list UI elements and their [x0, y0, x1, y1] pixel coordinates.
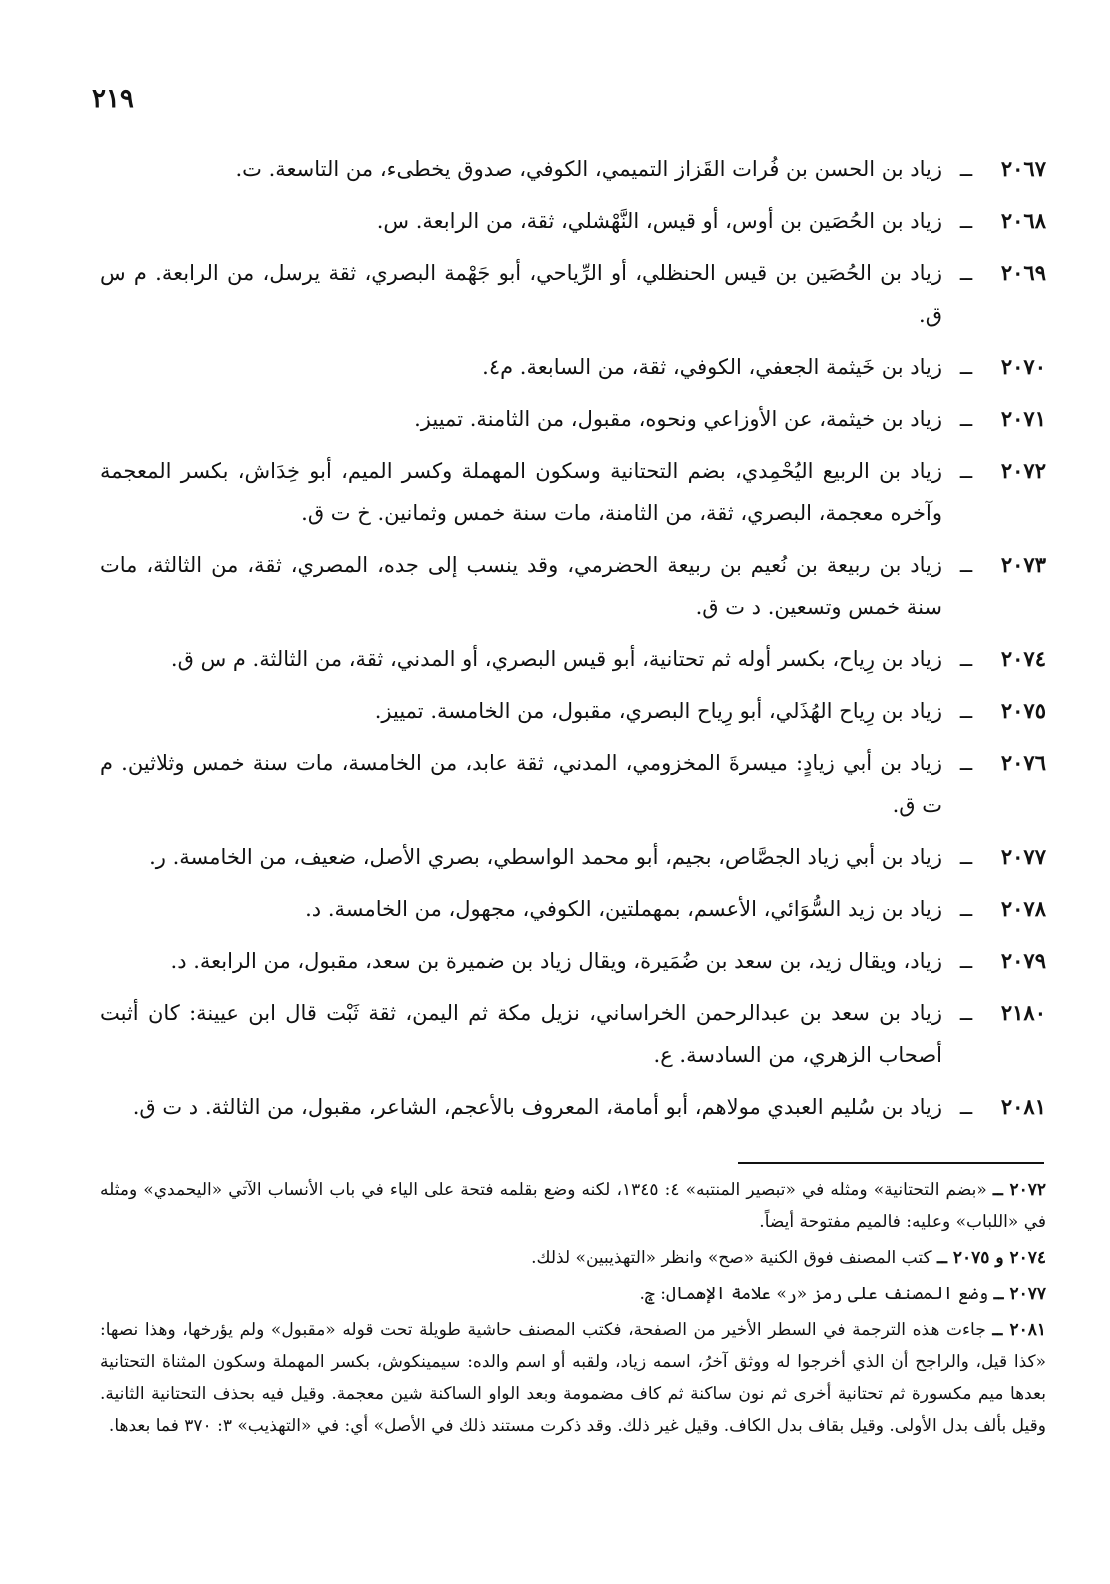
entry-text: زياد بن أبي زيادٍ: ميسرةَ المخزومي، المدني، ثقة عابد، من الخامسة، مات سنة خمس وثلاثين. م ت ق.	[100, 751, 942, 817]
page-number: ٢١٩	[92, 84, 134, 114]
entry	[100, 148, 1046, 190]
entry-number: ٢٠٧٢	[1000, 458, 1046, 483]
footnote	[100, 1278, 1046, 1310]
entry-number: ٢٠٦٩	[1000, 260, 1046, 285]
footnote-label: ٢٠٧٧ ــ	[993, 1284, 1046, 1304]
entry-number: ٢٠٧٣	[1000, 552, 1046, 577]
entry-dash: ــ	[959, 459, 973, 483]
entry-text: زياد بن الحُصَين بن أوس، أو قيس، النَّهْشلي، ثقة، من الرابعة. س.	[376, 209, 942, 233]
entry-dash: ــ	[959, 845, 973, 869]
entry	[100, 742, 1046, 826]
entry-dash: ــ	[959, 553, 973, 577]
entry-number: ٢٠٧٧	[1000, 844, 1046, 869]
entry-number: ٢٠٦٨	[1000, 208, 1046, 233]
entry	[100, 690, 1046, 732]
entry-text: زياد بن سعد بن عبدالرحمن الخراساني، نزيل مكة ثم اليمن، ثقة ثَبْت قال ابن عيينة: كان أثبت أصحاب الزهري، من السادسة. ع.	[100, 1001, 942, 1067]
entry-number: ٢٠٧٦	[1000, 750, 1046, 775]
entry-text: زياد بن الحسن بن فُرات القَزاز التميمي، الكوفي، صدوق يخطىء، من التاسعة. ت.	[235, 157, 942, 181]
entry-dash: ــ	[959, 699, 973, 723]
entry-number: ٢٠٧٠	[1000, 354, 1046, 379]
entry-dash: ــ	[959, 209, 973, 233]
entry-dash: ــ	[959, 355, 973, 379]
entry-text: زياد بن سُليم العبدي مولاهم، أبو أمامة، المعروف بالأعجم، الشاعر، مقبول، من الثالثة. د ت ق.	[132, 1095, 942, 1119]
entry-number: ٢٠٧١	[1000, 406, 1046, 431]
entry-number: ٢١٨٠	[1000, 1000, 1046, 1025]
footnote-text: جاءت هذه الترجمة في السطر الأخير من الصفحة، فكتب المصنف حاشية طويلة تحت قوله «مقبول» ولم يؤرخها، وهذا نصها: «كذا قيل، والراجح أن الذي أخرجوا له ووثق آخرُ، اسمه زياد، ولقبه أو اسم والده: سيمينكوش، بكسر المهملة وسكون المثناة التحتانية بعدها ميم مكسورة ثم تحتانية أخرى ثم نون ساكنة ثم كاف مضمومة وبعد الواو الساكنة شين معجمة. وقيل فيه بحذف التحتانية الثانية. وقيل بألف بدل الأولى. وقيل بقاف بدل الكاف. وقيل غير ذلك. وقد ذكرت مستند ذلك في الأصل» أي: في «التهذيب» ٣: ٣٧٠ فما بعدها.	[100, 1320, 1046, 1436]
entry-text: زياد بن ربيعة بن نُعيم بن ربيعة الحضرمي، وقد ينسب إلى جده، المصري، ثقة، من الثالثة، مات سنة خمس وتسعين. د ت ق.	[100, 553, 942, 619]
entry-text: زياد بن أبي زياد الجصَّاص، بجيم، أبو محمد الواسطي، بصري الأصل، ضعيف، من الخامسة. ر.	[149, 845, 942, 869]
entry-number: ٢٠٦٧	[1000, 156, 1046, 181]
entry	[100, 888, 1046, 930]
entry	[100, 1086, 1046, 1128]
entry	[100, 252, 1046, 336]
entry-text: زياد بن رِياح الهُذَلي، أبو رِياح البصري، مقبول، من الخامسة. تمييز.	[374, 699, 942, 723]
entry-number: ٢٠٧٩	[1000, 948, 1046, 973]
entry	[100, 544, 1046, 628]
entry-number: ٢٠٧٤	[1000, 646, 1046, 671]
entry-dash: ــ	[959, 1095, 973, 1119]
footnote	[100, 1242, 1046, 1274]
entry-dash: ــ	[959, 1001, 973, 1025]
entry-dash: ــ	[959, 949, 973, 973]
footnote-text: «بضم التحتانية» ومثله في «تبصير المنتبه» ٤: ١٣٤٥، لكنه وضع بقلمه فتحة على الياء في باب الأنساب الآتي «اليحمدي» ومثله في «اللباب» وعليه: فالميم مفتوحة أيضاً.	[100, 1180, 1046, 1232]
entry-text: زياد بن الربيع اليُحْمِدي، بضم التحتانية وسكون المهملة وكسر الميم، أبو خِدَاش، بكسر المعجمة وآخره معجمة، البصري، ثقة، من الثامنة، مات سنة خمس وثمانين. خ ت ق.	[100, 459, 942, 525]
footnote-text: وضع المصنف على رمز «ر» علامة الإهمال: ݘ.	[639, 1284, 989, 1304]
entry-dash: ــ	[959, 157, 973, 181]
entry	[100, 992, 1046, 1076]
footnote-divider	[738, 1162, 1044, 1164]
entry-dash: ــ	[959, 647, 973, 671]
entry	[100, 200, 1046, 242]
footnote-label: ٢٠٧٤ و ٢٠٧٥ ــ	[937, 1248, 1046, 1268]
entry-text: زياد بن رِياح، بكسر أوله ثم تحتانية، أبو قيس البصري، أو المدني، ثقة، من الثالثة. م س ق.	[170, 647, 942, 671]
entry-dash: ــ	[959, 407, 973, 431]
footnote-label: ٢٠٧٢ ــ	[992, 1180, 1047, 1200]
entry-text: زياد بن خَيثمة الجعفي، الكوفي، ثقة، من السابعة. م٤.	[482, 355, 942, 379]
entries-list	[100, 148, 1046, 1138]
entry-dash: ــ	[959, 897, 973, 921]
footnote-text: كتب المصنف فوق الكنية «صح» وانظر «التهذيبين» لذلك.	[531, 1248, 932, 1268]
footnotes-list	[100, 1174, 1046, 1446]
entry-number: ٢٠٧٨	[1000, 896, 1046, 921]
entry	[100, 940, 1046, 982]
entry-number: ٢٠٧٥	[1000, 698, 1046, 723]
entry-number: ٢٠٨١	[1000, 1094, 1046, 1119]
footnote	[100, 1314, 1046, 1442]
entry	[100, 836, 1046, 878]
entry-dash: ــ	[959, 261, 973, 285]
entry	[100, 398, 1046, 440]
entry-text: زياد، ويقال زيد، بن سعد بن ضُمَيرة، ويقال زياد بن ضميرة بن سعد، مقبول، من الرابعة. د.	[170, 949, 942, 973]
entry-text: زياد بن الحُصَين بن قيس الحنظلي، أو الرِّياحي، أبو جَهْمة البصري، ثقة يرسل، من الرابعة. م س ق.	[100, 261, 942, 327]
entry	[100, 450, 1046, 534]
footnote-label: ٢٠٨١ ــ	[992, 1320, 1046, 1340]
footnote	[100, 1174, 1046, 1238]
entry-text: زياد بن خيثمة، عن الأوزاعي ونحوه، مقبول، من الثامنة. تمييز.	[414, 407, 942, 431]
entry	[100, 346, 1046, 388]
entry-text: زياد بن زيد السُّوَائي، الأعسم، بمهملتين، الكوفي، مجهول، من الخامسة. د.	[305, 897, 942, 921]
entry-dash: ــ	[959, 751, 973, 775]
entry	[100, 638, 1046, 680]
